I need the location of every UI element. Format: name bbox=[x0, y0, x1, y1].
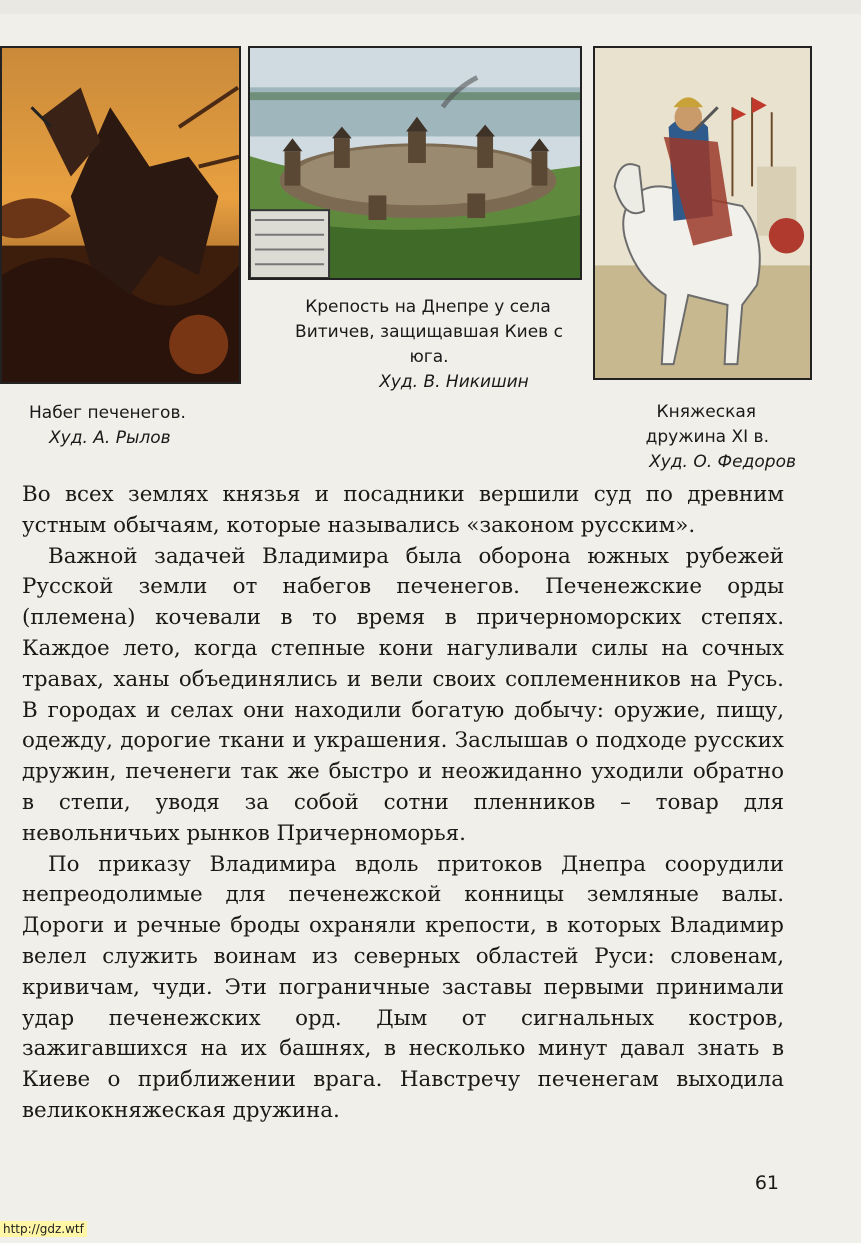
caption-center-line1: Крепость на Днепре у села bbox=[305, 297, 551, 317]
caption-left bbox=[29, 401, 186, 451]
paragraph: Важной задачей Владимира была оборона южных рубежей Русской земли от набегов печенегов. Печенежские орды (племена) кочевали в то время в причерноморских степях. Каждое лето, когда степные кони нагуливали силы на сочных травах, ханы объединялись и вели своих соплеменников на Русь. В городах и селах они находили богатую добычу: оружие, пищу, одежду, дорогие ткани и украшения. Заслышав о подходе русских дружин, печенеги так же быстро и неожиданно уходили обратно в степи, уводя за собой сотни пленников – товар для невольничьих рынков Причерноморья. bbox=[22, 543, 784, 846]
body-text bbox=[22, 480, 784, 1127]
painting-pecheneg-raid bbox=[0, 46, 241, 384]
caption-right-author: Худ. О. Федоров bbox=[649, 452, 796, 472]
painting-fortress-dnieper bbox=[248, 46, 582, 280]
caption-center bbox=[252, 295, 582, 395]
caption-right bbox=[600, 400, 796, 475]
paragraph: Во всех землях князья и посадники вершили суд по древним устным обычаям, которые назывались «законом русским». bbox=[22, 482, 784, 538]
caption-center-line2: Витичев, защищавшая Киев с юга. bbox=[295, 322, 563, 367]
painting-princely-retinue bbox=[593, 46, 812, 380]
paragraph: По приказу Владимира вдоль притоков Днепра соорудили непреодолимые для печенежской конницы земляные валы. Дороги и речные броды охраняли крепости, в которых Владимир велел служить воинам из северных областей Руси: словенам, кривичам, чуди. Эти пограничные заставы первыми принимали удар печенежских орд. Дым от сигнальных костров, зажигавшихся на их башнях, в несколько минут давал знать в Киеве о приближении врага. Навстречу печенегам выходила великокняжеская дружина. bbox=[22, 851, 784, 1123]
caption-left-title: Набег печенегов. bbox=[29, 403, 186, 423]
caption-center-author: Худ. В. Никишин bbox=[379, 372, 529, 392]
caption-left-author: Худ. А. Рылов bbox=[49, 428, 171, 448]
caption-right-line2: дружина XI в. bbox=[645, 427, 769, 447]
caption-right-line1: Княжеская bbox=[656, 402, 756, 422]
scan-edge bbox=[0, 0, 861, 14]
watermark-link[interactable]: http://gdz.wtf bbox=[0, 1221, 87, 1237]
page-number: 61 bbox=[754, 1172, 779, 1194]
